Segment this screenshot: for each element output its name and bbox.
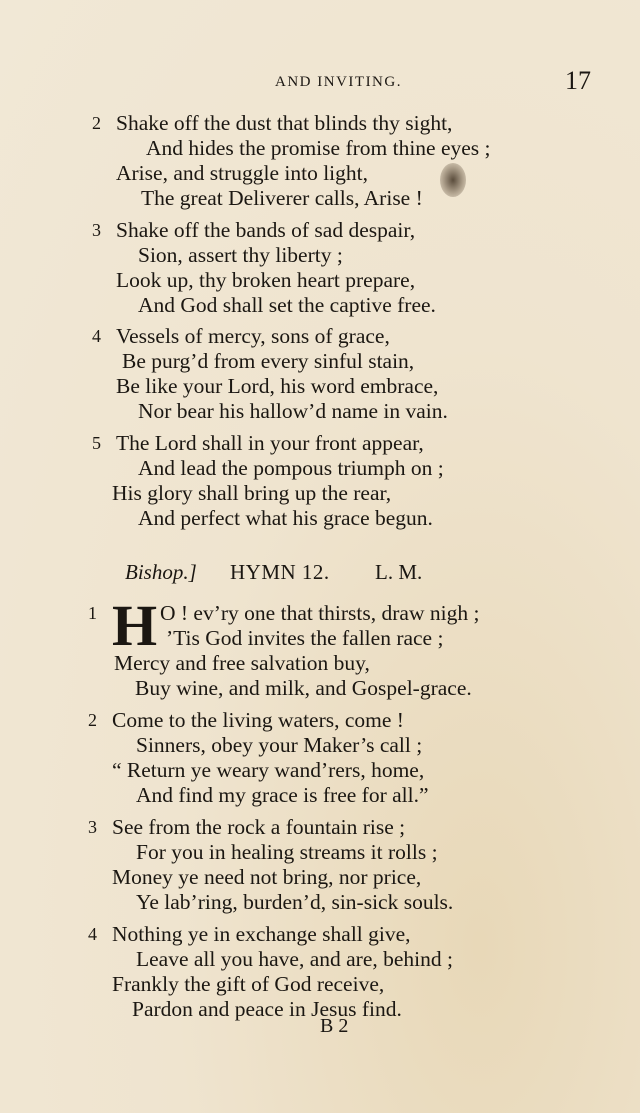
verse-line: Look up, thy broken heart prepare,	[116, 268, 416, 292]
verse-line: ’Tis God invites the fallen race ;	[166, 626, 444, 650]
verse-line: Sion, assert thy liberty ;	[138, 243, 343, 267]
verse-line: Arise, and struggle into light,	[116, 161, 368, 185]
verse-line: Nor bear his hallow’d name in vain.	[138, 399, 448, 423]
verse-line: Shake off the bands of sad despair,	[116, 218, 416, 242]
verse-line: See from the rock a fountain rise ;	[112, 815, 406, 839]
verse-line: Money ye need not bring, nor price,	[112, 865, 422, 889]
hymn-number: HYMN 12.	[230, 560, 330, 584]
verse-line: Vessels of mercy, sons of grace,	[116, 324, 390, 348]
verse-line: Be purg’d from every sinful stain,	[122, 349, 415, 373]
stanza-number: 1	[88, 603, 97, 623]
stanza-number: 4	[88, 924, 97, 944]
verse-line: For you in healing streams it rolls ;	[136, 840, 438, 864]
hymn-meter: L. M.	[375, 560, 423, 584]
verse-line: Be like your Lord, his word embrace,	[116, 374, 439, 398]
hymn-author: Bishop.]	[125, 560, 197, 584]
verse-line: Mercy and free salvation buy,	[114, 651, 370, 675]
verse-line: And God shall set the captive free.	[138, 293, 436, 317]
verse-line: And lead the pompous triumph on ;	[138, 456, 444, 480]
verse-line: Ye lab’ring, burden’d, sin-sick souls.	[136, 890, 454, 914]
running-head: AND INVITING.	[275, 74, 402, 90]
verse-line: Sinners, obey your Maker’s call ;	[136, 733, 423, 757]
verse-line: Shake off the dust that blinds thy sight,	[116, 111, 453, 135]
stanza-number: 2	[92, 113, 101, 133]
verse-line: Frankly the gift of God receive,	[112, 972, 385, 996]
verse-line: Leave all you have, and are, behind ;	[136, 947, 453, 971]
verse-line: The great Deliverer calls, Arise !	[141, 186, 423, 210]
page-number: 17	[565, 66, 591, 95]
stanza-number: 3	[88, 817, 97, 837]
stanza-number: 5	[92, 433, 101, 453]
verse-line: Nothing ye in exchange shall give,	[112, 922, 411, 946]
verse-line: “ Return ye weary wand’rers, home,	[112, 758, 425, 782]
drop-cap: H	[112, 593, 158, 658]
verse-line: And hides the promise from thine eyes ;	[146, 136, 491, 160]
verse-line: O ! ev’ry one that thirsts, draw nigh ;	[160, 601, 480, 625]
verse-line: And perfect what his grace begun.	[138, 506, 433, 530]
stanza-number: 3	[92, 220, 101, 240]
verse-line: And find my grace is free for all.”	[136, 783, 429, 807]
hymn-title	[0, 560, 640, 590]
stanza-number: 2	[88, 710, 97, 730]
verse-line: Pardon and peace in Jesus find.	[132, 997, 402, 1021]
page-header	[0, 66, 640, 96]
verse-line: His glory shall bring up the rear,	[112, 481, 392, 505]
verse-line: Buy wine, and milk, and Gospel-grace.	[135, 676, 472, 700]
signature-mark: B 2	[320, 1015, 349, 1037]
ink-stain	[440, 163, 466, 197]
verse-line: The Lord shall in your front appear,	[116, 431, 424, 455]
stanza-number: 4	[92, 326, 101, 346]
verse-line: Come to the living waters, come !	[112, 708, 404, 732]
